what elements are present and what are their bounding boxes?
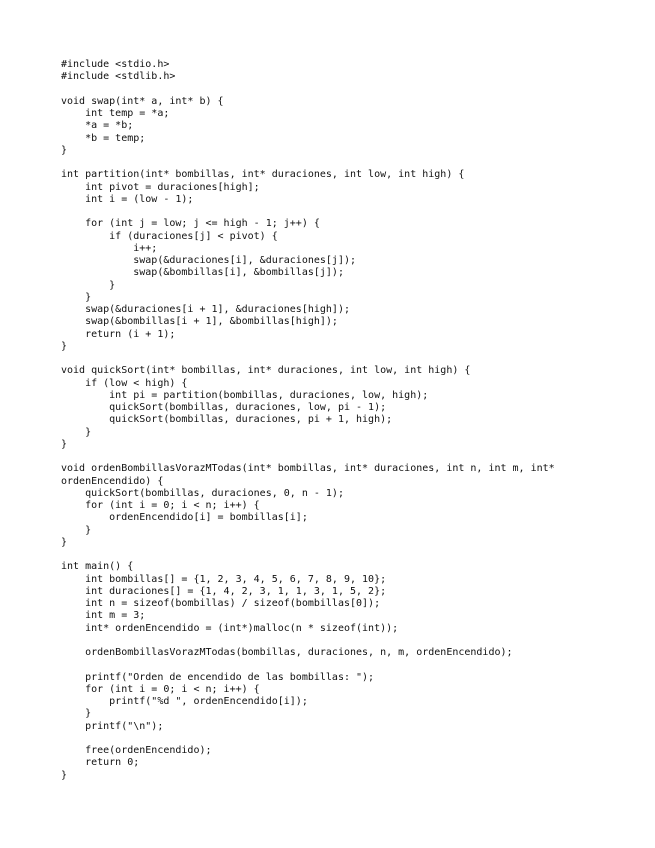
code-line: } (61, 536, 68, 548)
code-line: ordenEncendido) { (61, 475, 164, 487)
code-line: void ordenBombillasVorazMTodas(int* bombillas, int* duraciones, int n, int m, int* (61, 463, 555, 475)
code-line: } (61, 279, 116, 291)
code-line: ordenBombillasVorazMTodas(bombillas, duraciones, n, m, ordenEncendido); (61, 647, 513, 658)
code-line: ordenEncendido[i] = bombillas[i]; (61, 512, 308, 524)
code-line (61, 353, 641, 365)
code-listing (61, 59, 641, 782)
code-line: swap(&bombillas[i], &bombillas[j]); (61, 267, 344, 279)
code-line: int duraciones[] = {1, 4, 2, 3, 1, 1, 3, 1, 5, 2}; (61, 585, 387, 597)
code-line: for (int i = 0; i < n; i++) { (61, 683, 260, 695)
code-line: void quickSort(int* bombillas, int* duraciones, int low, int high) { (61, 365, 471, 377)
code-line: printf("\n"); (61, 720, 164, 732)
code-line: void swap(int* a, int* b) { (61, 95, 224, 107)
code-line: return 0; (61, 757, 140, 769)
code-line: int i = (low - 1); (61, 193, 194, 205)
code-line: swap(&bombillas[i + 1], &bombillas[high]); (61, 316, 338, 328)
code-line: int temp = *a; (61, 108, 170, 119)
code-line: int bombillas[] = {1, 2, 3, 4, 5, 6, 7, 8, 9, 10}; (61, 573, 387, 585)
code-line: quickSort(bombillas, duraciones, 0, n - 1); (61, 487, 344, 499)
code-line (61, 206, 641, 218)
code-line (61, 659, 641, 671)
code-line: } (61, 769, 68, 781)
code-line: return (i + 1); (61, 328, 176, 340)
code-line: quickSort(bombillas, duraciones, low, pi - 1); (61, 402, 387, 413)
code-line: free(ordenEncendido); (61, 745, 212, 756)
code-line: *b = temp; (61, 132, 146, 144)
code-line: for (int j = low; j <= high - 1; j++) { (61, 218, 320, 230)
code-line: i++; (61, 242, 158, 254)
code-line: quickSort(bombillas, duraciones, pi + 1, high); (61, 414, 393, 426)
code-line: } (61, 144, 68, 156)
code-line: printf("Orden de encendido de las bombillas: "); (61, 671, 375, 683)
code-line: int m = 3; (61, 610, 146, 622)
code-line: int* ordenEncendido = (int*)malloc(n * sizeof(int)); (61, 622, 399, 634)
code-line: } (61, 438, 68, 450)
code-line: } (61, 426, 92, 438)
code-line: printf("%d ", ordenEncendido[i]); (61, 696, 308, 707)
code-line: #include <stdlib.h> (61, 71, 176, 83)
code-line: #include <stdio.h> (61, 59, 170, 70)
code-line (61, 451, 641, 463)
code-line: swap(&duraciones[i], &duraciones[j]); (61, 255, 357, 266)
code-line: } (61, 524, 92, 536)
code-line: if (duraciones[j] < pivot) { (61, 230, 278, 242)
code-line: int main() { (61, 561, 134, 573)
code-line (61, 733, 641, 745)
code-line (61, 84, 641, 96)
code-line: swap(&duraciones[i + 1], &duraciones[high]); (61, 304, 350, 315)
code-line: int pi = partition(bombillas, duraciones, low, high); (61, 389, 429, 401)
code-line: } (61, 708, 92, 720)
code-line: } (61, 340, 68, 352)
code-line (61, 549, 641, 561)
code-line: int partition(int* bombillas, int* duraciones, int low, int high) { (61, 169, 465, 181)
code-line: int pivot = duraciones[high]; (61, 181, 260, 193)
code-line: for (int i = 0; i < n; i++) { (61, 500, 260, 511)
code-line: *a = *b; (61, 120, 134, 132)
code-line: } (61, 291, 92, 303)
code-line (61, 157, 641, 169)
code-line (61, 635, 641, 647)
code-line: if (low < high) { (61, 377, 188, 389)
code-line: int n = sizeof(bombillas) / sizeof(bombillas[0]); (61, 598, 381, 609)
